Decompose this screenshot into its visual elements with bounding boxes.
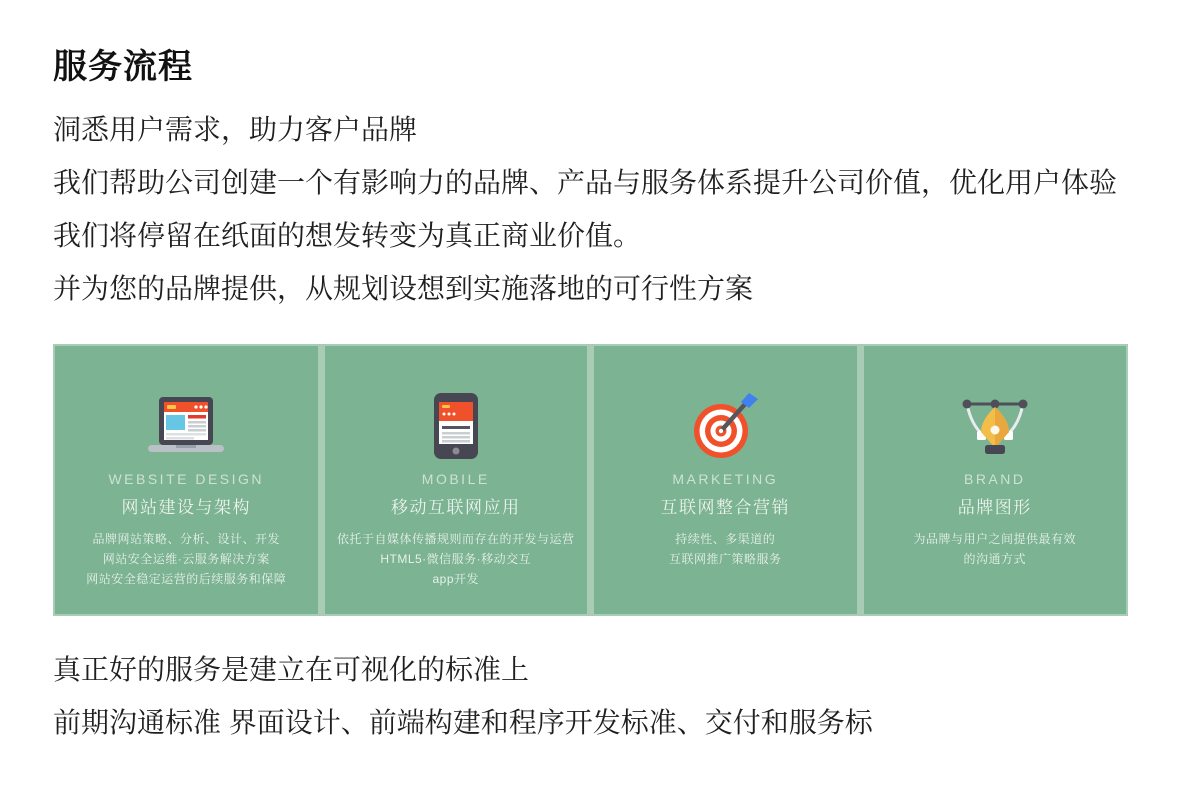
card-label-en: WEBSITE DESIGN [108, 471, 265, 487]
card-label-en: MOBILE [421, 471, 490, 487]
card-description [325, 529, 588, 589]
card-desc-line: 为品牌与用户之间提供最有效 [913, 532, 1076, 546]
outro-line: 真正好的服务是建立在可视化的标准上 [53, 654, 530, 685]
pen-tool-icon [864, 388, 1127, 464]
intro-line: 并为您的品牌提供，从规划设想到实施落地的可行性方案 [53, 273, 754, 304]
intro-paragraphs [53, 103, 1147, 315]
card-title: 互联网整合营销 [660, 498, 790, 517]
outro-paragraphs [53, 643, 1147, 749]
service-card-mobile [325, 346, 588, 614]
target-dart-icon [594, 388, 857, 464]
page-title: 服务流程 [53, 48, 193, 86]
card-desc-line: HTML5·微信服务·移动交互 [380, 552, 532, 566]
service-card-marketing [594, 346, 857, 614]
intro-line: 我们将停留在纸面的想发转变为真正商业价值。 [53, 220, 642, 251]
card-title: 网站建设与架构 [121, 498, 251, 517]
card-desc-line: 品牌网站策略、分析、设计、开发 [92, 532, 280, 546]
card-title: 品牌图形 [957, 498, 1032, 517]
laptop-icon [55, 388, 318, 464]
card-label-en: BRAND [963, 471, 1026, 487]
service-cards-band [53, 344, 1128, 616]
intro-line: 洞悉用户需求，助力客户品牌 [53, 114, 418, 145]
card-description [594, 529, 857, 569]
smartphone-icon [325, 388, 588, 464]
card-description [55, 529, 318, 589]
card-desc-line: app开发 [432, 572, 480, 586]
card-title: 移动互联网应用 [391, 498, 521, 517]
service-card-website-design [55, 346, 318, 614]
card-desc-line: 网站安全运维·云服务解决方案 [102, 552, 270, 566]
card-desc-line: 网站安全稳定运营的后续服务和保障 [86, 572, 287, 586]
service-card-brand [864, 346, 1127, 614]
card-desc-line: 的沟通方式 [963, 552, 1026, 566]
card-desc-line: 持续性、多渠道的 [675, 532, 776, 546]
card-desc-line: 依托于自媒体传播规则而存在的开发与运营 [336, 532, 575, 546]
card-description [864, 529, 1127, 569]
card-desc-line: 互联网推广策略服务 [668, 552, 782, 566]
card-label-en: MARKETING [672, 471, 779, 487]
outro-line: 前期沟通标准 界面设计、前端构建和程序开发标准、交付和服务标 [53, 707, 873, 738]
intro-line: 我们帮助公司创建一个有影响力的品牌、产品与服务体系提升公司价值，优化用户体验 [53, 167, 1118, 198]
